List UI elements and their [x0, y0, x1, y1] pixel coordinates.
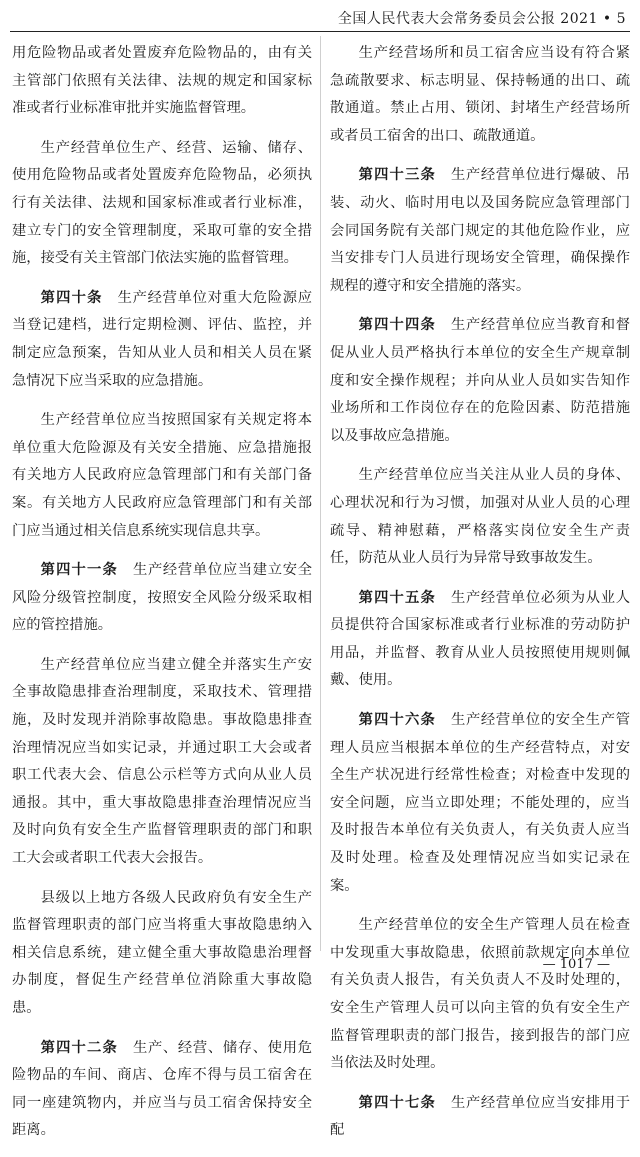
- header-rule: [10, 31, 630, 32]
- law-paragraph: [12, 407, 312, 545]
- law-paragraph: [330, 162, 630, 300]
- paragraph-text: 生产经营单位对重大危险源应当登记建档，进行定期检测、评估、监控，并制定应急预案，告知从业人员和相关人员在紧急情况下应当采取的应急措施。: [12, 289, 313, 389]
- article-number: 第四十七条: [358, 1094, 436, 1111]
- law-paragraph: [330, 585, 630, 695]
- law-paragraph: [12, 1035, 312, 1145]
- article-number: 第四十三条: [358, 167, 436, 184]
- law-paragraph: [330, 912, 630, 1078]
- paragraph-text: 生产经营单位应当建立安全风险分级管控制度，按照安全风险分级采取相应的管控措施。: [12, 562, 313, 634]
- paragraph-text: 生产经营单位应当建立健全并落实生产安全事故隐患排查治理制度，采取技术、管理措施，及时发现并消除事故隐患。事故隐患排查治理情况应当如实记录，并通过职工大会或者职工代表大会、信息公示栏等方式向从业人员通报。其中，重大事故隐患排查治理情况应当及时向负有安全生产监督管理职责的部门和职工大会或者职工代表大会报告。: [12, 656, 312, 867]
- paragraph-text: 生产经营单位应当按照国家有关规定将本单位重大危险源及有关安全措施、应急措施报有关地方人民政府应急管理部门和有关部门备案。有关地方人民政府应急管理部门和有关部门应当通过相关信息系统实现信息共享。: [12, 412, 312, 539]
- law-paragraph: [330, 1090, 630, 1145]
- paragraph-text: 用危险物品或者处置废弃危险物品的，由有关主管部门依照有关法律、法规的规定和国家标准或者行业标准审批并实施监督管理。: [12, 45, 312, 117]
- article-number: 第四十一条: [40, 562, 118, 579]
- left-column: [12, 40, 312, 1157]
- article-number: 第四十条: [40, 289, 103, 306]
- paragraph-text: 生产经营单位进行爆破、吊装、动火、临时用电以及国务院应急管理部门会同国务院有关部门规定的其他危险作业，应当安排专门人员进行现场安全管理，确保操作规程的遵守和安全措施的落实。: [330, 167, 631, 294]
- paragraph-text: 生产、经营、储存、使用危险物品的车间、商店、仓库不得与员工宿舍在同一座建筑物内，并应当与员工宿舍保持安全距离。: [12, 1039, 313, 1139]
- law-paragraph: [12, 885, 312, 1023]
- law-paragraph: [330, 312, 630, 450]
- law-paragraph: [12, 40, 312, 123]
- law-paragraph: [330, 462, 630, 572]
- paragraph-text: 生产经营单位必须为从业人员提供符合国家标准或者行业标准的劳动防护用品，并监督、教育从业人员按照使用规则佩戴、使用。: [330, 589, 631, 689]
- law-paragraph: [12, 557, 312, 640]
- paragraph-text: 生产经营单位生产、经营、运输、储存、使用危险物品或者处置废弃危险物品，必须执行有关法律、法规和国家标准或者行业标准，建立专门的安全管理制度，采取可靠的安全措施，接受有关主管部门依法实施的监督管理。: [12, 139, 312, 267]
- column-divider: [320, 36, 321, 951]
- paragraph-text: 生产经营单位的安全生产管理人员应当根据本单位的生产经营特点，对安全生产状况进行经常性检查；对检查中发现的安全问题，应当立即处理；不能处理的，应当及时报告本单位有关负责人，有关负责人应当及时处理。检查及处理情况应当如实记录在案。: [330, 712, 631, 894]
- article-number: 第四十六条: [358, 712, 436, 729]
- law-paragraph: [12, 652, 312, 873]
- law-paragraph: [330, 40, 630, 150]
- page-header: [0, 0, 640, 34]
- law-paragraph: [12, 135, 312, 273]
- paragraph-text: 县级以上地方各级人民政府负有安全生产监督管理职责的部门应当将重大事故隐患纳入相关信息系统，建立健全重大事故隐患治理督办制度，督促生产经营单位消除重大事故隐患。: [12, 889, 312, 1016]
- right-column: [330, 40, 630, 1157]
- paragraph-text: 生产经营单位应当教育和督促从业人员严格执行本单位的安全生产规章制度和安全操作规程；并向从业人员如实告知作业场所和工作岗位存在的危险因素、防范措施以及事故应急措施。: [330, 317, 631, 444]
- law-paragraph: [12, 285, 312, 395]
- paragraph-text: 生产经营单位应当安排用于配: [330, 1094, 631, 1139]
- page-number: — 1017 —: [542, 957, 610, 972]
- law-paragraph: [330, 707, 630, 900]
- article-number: 第四十四条: [358, 317, 436, 334]
- paragraph-text: 生产经营单位的安全生产管理人员在检查中发现重大事故隐患，依照前款规定向本单位有关负责人报告，有关负责人不及时处理的，安全生产管理人员可以向主管的负有安全生产监督管理职责的部门报告，接到报告的部门应当依法及时处理。: [330, 917, 630, 1072]
- gazette-title: 全国人民代表大会常务委员会公报 2021 • 5: [337, 11, 626, 27]
- paragraph-text: 生产经营单位应当关注从业人员的身体、心理状况和行为习惯，加强对从业人员的心理疏导、精神慰藉，严格落实岗位安全生产责任，防范从业人员行为异常导致事故发生。: [330, 467, 630, 567]
- article-number: 第四十五条: [358, 589, 436, 606]
- paragraph-text: 生产经营场所和员工宿舍应当设有符合紧急疏散要求、标志明显、保持畅通的出口、疏散通道。禁止占用、锁闭、封堵生产经营场所或者员工宿舍的出口、疏散通道。: [330, 45, 630, 144]
- article-number: 第四十二条: [40, 1039, 118, 1056]
